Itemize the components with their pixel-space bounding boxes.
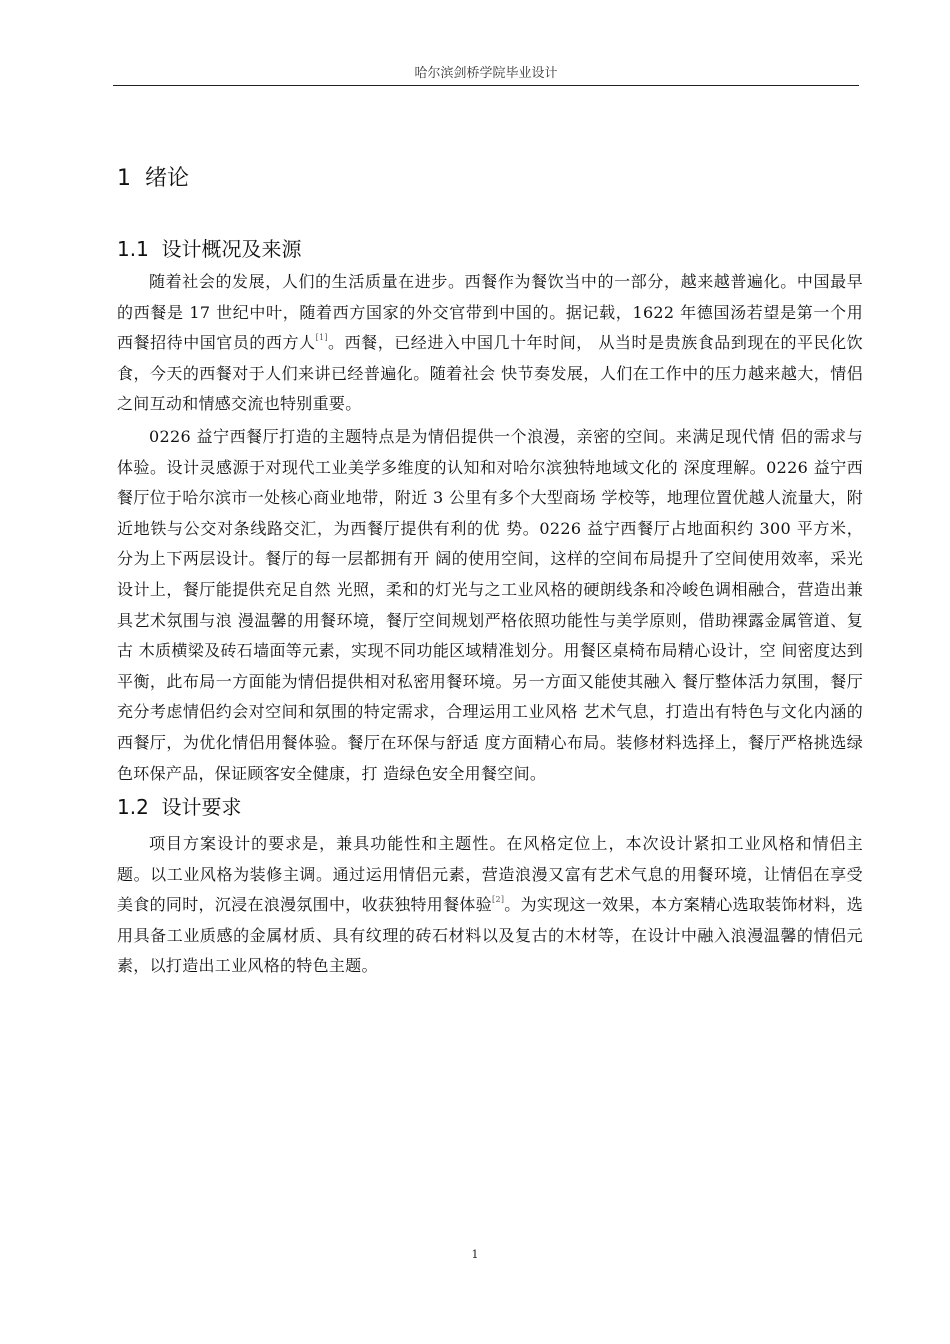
document-body (117, 162, 863, 982)
chapter-number: 1 (117, 166, 131, 191)
citation-ref: [1] (315, 333, 328, 343)
paragraph-design-requirements (117, 829, 863, 982)
section-number: 1.2 (117, 795, 149, 820)
section-title: 设计要求 (161, 795, 242, 820)
paragraph-text: 随着社会的发展，人们的生活质量在进步。西餐作为餐饮当中的一部分，越来越普遍化。中国最早的西餐是 17 世纪中叶，随着西方国家的外交官带到中国的。据记载，1622 年德国汤若望是第一个用西餐招待中国官员的西方人 (117, 272, 863, 353)
section-heading-1-1 (117, 233, 863, 265)
section-title: 设计概况及来源 (161, 237, 302, 261)
paragraph-restaurant-overview (117, 422, 863, 789)
paragraph-text: 。为实现这一效果，本方案精心选取装饰材料，选用具备工业质感的金属材质、具有纹理的砖石材料以及复古的木材等，在设计中融入浪漫温馨的情侣元素，以打造出工业风格的特色主题。 (117, 895, 863, 976)
page-header (113, 58, 859, 86)
page-number: 1 (471, 1248, 479, 1261)
section-number: 1.1 (117, 237, 149, 261)
chapter-title: 绪论 (145, 166, 190, 191)
section-heading-1-2 (117, 791, 863, 823)
citation-ref: [2] (492, 895, 505, 905)
header-title: 哈尔滨剑桥学院毕业设计 (414, 66, 558, 81)
paragraph-text: 。西餐，已经进入中国几十年时间， 从当时是贵族食品到现在的平民化饮食，今天的西餐对于人们来讲已经普遍化。随着社会 快节奏发展，人们在工作中的压力越来越大，情侣之间互动和情感交流也特别重要。 (117, 333, 863, 414)
chapter-heading (117, 162, 863, 196)
paragraph-text: 项目方案设计的要求是，兼具功能性和主题性。在风格定位上，本次设计紧扣工业风格和情侣主题。以工业风格为装修主调。通过运用情侣元素，营造浪漫又富有艺术气息的用餐环境，让情侣在享受美食的同时，沉浸在浪漫氛围中，收获独特用餐体验 (117, 834, 863, 915)
paragraph-background (117, 267, 863, 420)
paragraph-text: 0226 益宁西餐厅打造的主题特点是为情侣提供一个浪漫，亲密的空间。来满足现代情 侣的需求与体验。设计灵感源于对现代工业美学多维度的认知和对哈尔滨独特地域文化的 深度理解。0226 益宁西餐厅位于哈尔滨市一处核心商业地带，附近 3 公里有多个大型商场 学校等，地理位置优越人流量大，附近地铁与公交对条线路交汇，为西餐厅提供有利的优 势。0226 益宁西餐厅占地面积约 300 平方米，分为上下两层设计。餐厅的每一层都拥有开 阔的使用空间，这样的空间布局提升了空间使用效率，采光设计上，餐厅能提供充足自然 光照，柔和的灯光与之工业风格的硬朗线条和冷峻色调相融合，营造出兼具艺术氛围与浪 漫温馨的用餐环境，餐厅空间规划严格依照功能性与美学原则，借助裸露金属管道、复古 木质横梁及砖石墙面等元素，实现不同功能区域精准划分。用餐区桌椅布局精心设计，空 间密度达到平衡，此布局一方面能为情侣提供相对私密用餐环境。另一方面又能使其融入 餐厅整体活力氛围，餐厅充分考虑情侣约会对空间和氛围的特定需求，合理运用工业风格 艺术气息，打造出有特色与文化内涵的西餐厅，为优化情侣用餐体验。餐厅在环保与舒适 度方面精心布局。装修材料选择上，餐厅严格挑选绿色环保产品，保证顾客安全健康，打 造绿色安全用餐空间。 (117, 426, 863, 783)
